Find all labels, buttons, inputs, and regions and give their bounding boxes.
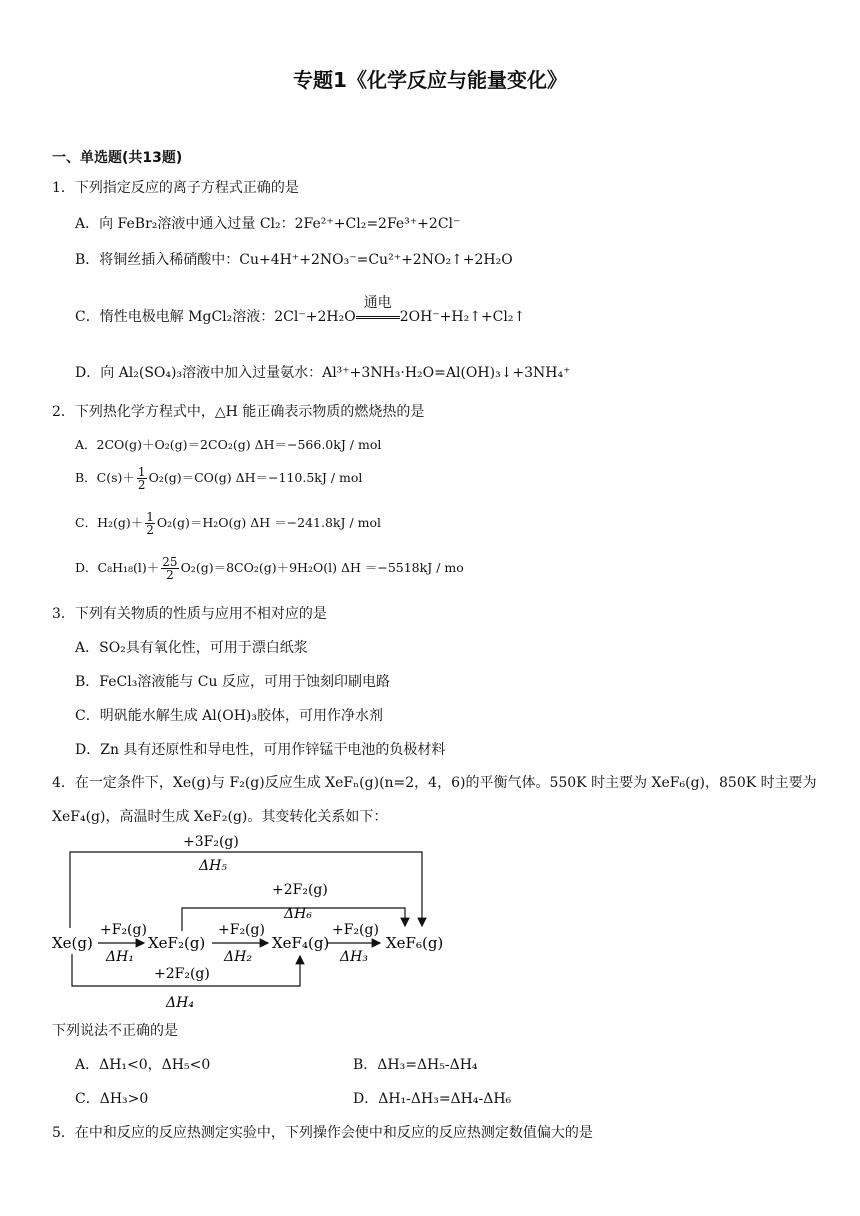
reagent-f2-3: +F₂(g) bbox=[332, 922, 379, 938]
fraction-denominator: 2 bbox=[166, 568, 174, 582]
xenon-fluoride-conversion-diagram bbox=[50, 826, 470, 1016]
label-dh6: ΔH₆ bbox=[284, 906, 312, 922]
option-d-suffix: O₂(g)＝8CO₂(g)＋9H₂O(l) ΔH ＝−5518kJ / mo bbox=[180, 560, 464, 575]
question-1-option-c bbox=[75, 295, 526, 326]
question-5-stem: 5．在中和反应的反应热测定实验中，下列操作会使中和反应的反应热测定数值偏大的是 bbox=[52, 1125, 593, 1141]
option-b-prefix: B．C(s)＋ bbox=[75, 470, 135, 485]
condition-label: 通电 bbox=[363, 295, 392, 311]
reagent-f2-2: +F₂(g) bbox=[218, 922, 265, 938]
fraction bbox=[161, 556, 178, 581]
section-heading: 一、单选题(共13题) bbox=[52, 150, 183, 166]
reagent-3f2: +3F₂(g) bbox=[183, 834, 239, 850]
question-2-option-a: A．2CO(g)＋O₂(g)＝2CO₂(g) ΔH＝−566.0kJ / mol bbox=[75, 437, 382, 452]
question-4-option-a: A．ΔH₁<0，ΔH₅<0 bbox=[75, 1057, 211, 1073]
reagent-f2-1: +F₂(g) bbox=[100, 922, 147, 938]
question-2-option-d bbox=[75, 556, 464, 581]
fraction-numerator: 25 bbox=[162, 555, 178, 569]
question-2-option-b bbox=[75, 466, 362, 491]
species-xef4: XeF₄(g) bbox=[272, 934, 330, 952]
path-dh5 bbox=[70, 852, 422, 928]
fraction-denominator: 2 bbox=[137, 478, 146, 492]
species-xe: Xe(g) bbox=[52, 934, 93, 952]
fraction-numerator: 1 bbox=[137, 465, 146, 479]
question-4-prompt: 下列说法不正确的是 bbox=[52, 1023, 178, 1039]
label-dh5: ΔH₅ bbox=[199, 858, 227, 874]
fraction-denominator: 2 bbox=[146, 523, 154, 537]
question-1-option-b: B．将铜丝插入稀硝酸中：Cu+4H⁺+2NO₃⁻=Cu²⁺+2NO₂↑+2H₂O bbox=[75, 252, 513, 268]
question-1-stem: 1．下列指定反应的离子方程式正确的是 bbox=[52, 180, 299, 196]
question-4-option-c: C．ΔH₃>0 bbox=[75, 1091, 149, 1107]
option-c-suffix: 2OH⁻+H₂↑+Cl₂↑ bbox=[399, 309, 526, 325]
equals-sign bbox=[356, 316, 400, 319]
reagent-2f2-bottom: +2F₂(g) bbox=[154, 966, 210, 982]
label-dh3: ΔH₃ bbox=[340, 949, 368, 965]
fraction bbox=[137, 466, 147, 491]
option-c-prefix: C．惰性电极电解 MgCl₂溶液：2Cl⁻+2H₂O bbox=[75, 309, 356, 325]
question-3-option-b: B．FeCl₃溶液能与 Cu 反应，可用于蚀刻印刷电路 bbox=[75, 674, 390, 690]
electrolysis-condition bbox=[356, 295, 400, 325]
question-4-stem-line2: XeF₄(g)，高温时生成 XeF₂(g)。其变转化关系如下： bbox=[52, 809, 388, 825]
species-xef2: XeF₂(g) bbox=[148, 934, 206, 952]
reagent-2f2-top: +2F₂(g) bbox=[272, 882, 328, 898]
option-d-prefix: D．C₈H₁₈(l)＋ bbox=[75, 560, 160, 575]
label-dh1: ΔH₁ bbox=[106, 949, 134, 965]
question-4-stem-line1: 4．在一定条件下，Xe(g)与 F₂(g)反应生成 XeFₙ(g)(n=2，4，6)的平衡气体。550K 时主要为 XeF₆(g)，850K 时主要为 bbox=[52, 775, 817, 791]
species-xef6: XeF₆(g) bbox=[386, 934, 444, 952]
question-2-stem: 2．下列热化学方程式中，△H 能正确表示物质的燃烧热的是 bbox=[52, 404, 425, 420]
question-3-option-a: A．SO₂具有氧化性，可用于漂白纸浆 bbox=[75, 640, 308, 656]
question-3-stem: 3．下列有关物质的性质与应用不相对应的是 bbox=[52, 606, 327, 622]
option-c-suffix: O₂(g)＝H₂O(g) ΔH ＝−241.8kJ / mol bbox=[156, 515, 382, 530]
question-4-option-d: D．ΔH₁-ΔH₃=ΔH₄-ΔH₆ bbox=[353, 1091, 512, 1107]
question-4-option-b: B．ΔH₃=ΔH₅-ΔH₄ bbox=[353, 1057, 478, 1073]
option-c-prefix: C．H₂(g)＋ bbox=[75, 515, 144, 530]
label-dh4: ΔH₄ bbox=[166, 995, 194, 1011]
fraction bbox=[145, 511, 155, 536]
question-1-option-a: A．向 FeBr₂溶液中通入过量 Cl₂：2Fe²⁺+Cl₂=2Fe³⁺+2Cl⁻ bbox=[75, 216, 461, 232]
question-3-option-d: D．Zn 具有还原性和导电性，可用作锌锰干电池的负极材料 bbox=[75, 742, 446, 758]
fraction-numerator: 1 bbox=[146, 510, 154, 524]
label-dh2: ΔH₂ bbox=[224, 949, 252, 965]
question-3-option-c: C．明矾能水解生成 Al(OH)₃胶体，可用作净水剂 bbox=[75, 708, 383, 724]
question-1-option-d: D．向 Al₂(SO₄)₃溶液中加入过量氨水：Al³⁺+3NH₃·H₂O=Al(OH)₃↓+3NH₄⁺ bbox=[75, 365, 571, 381]
page-title: 专题1《化学反应与能量变化》 bbox=[293, 68, 567, 92]
question-2-option-c bbox=[75, 511, 381, 536]
option-b-suffix: O₂(g)＝CO(g) ΔH＝−110.5kJ / mol bbox=[148, 470, 363, 485]
